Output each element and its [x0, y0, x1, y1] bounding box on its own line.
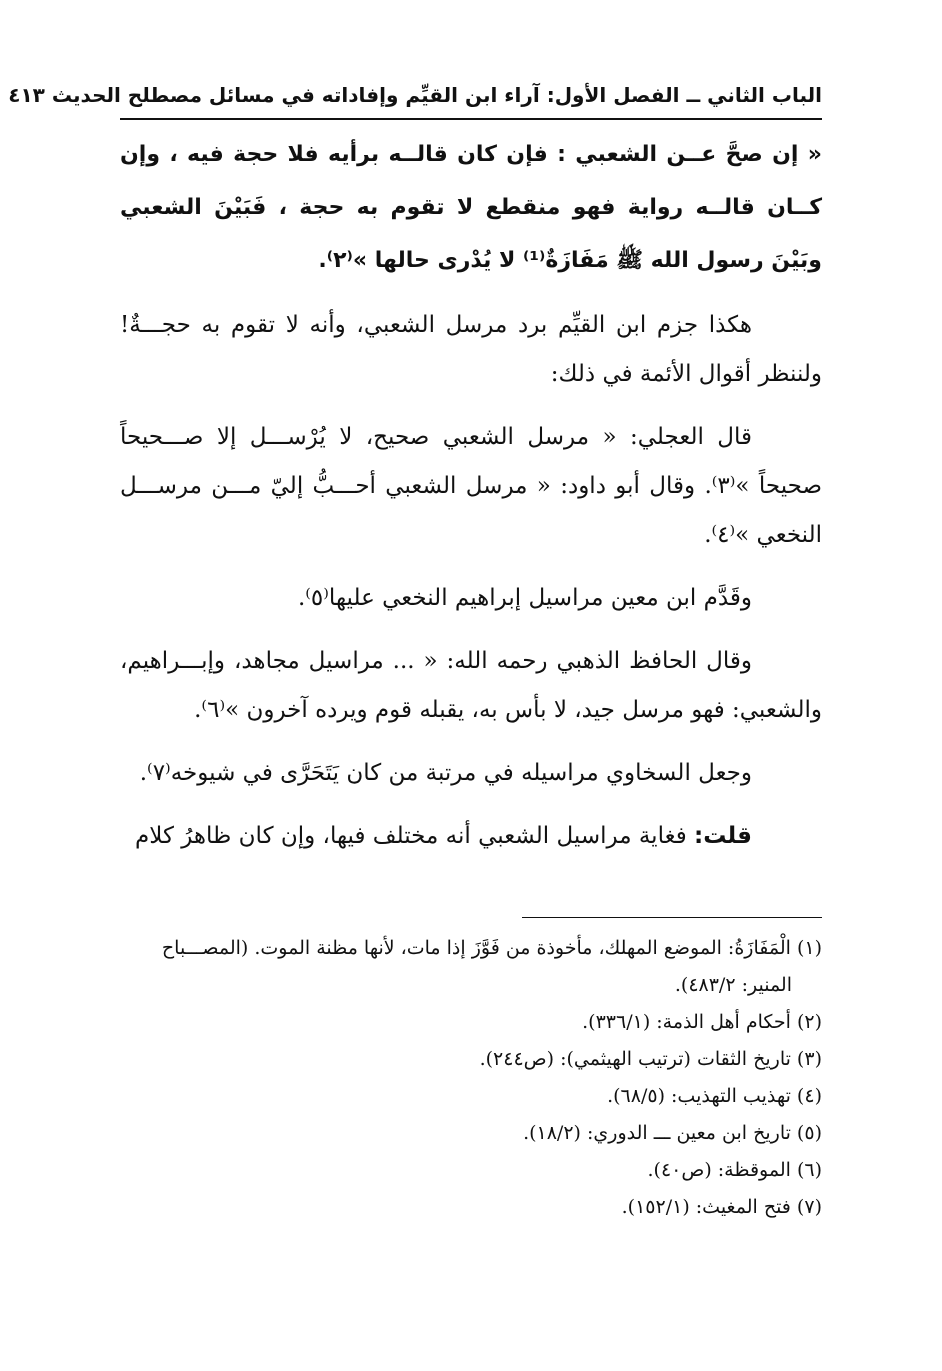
- running-title: الباب الثاني ــ الفصل الأول: آراء ابن القيِّم وإفاداته في مسائل مصطلح الحديث: [51, 83, 822, 107]
- quote-paragraph: « إن صحَّ عــن الشعبي : فإن كان قالــه برأيه فلا حجة فيه ، وإن كــان قالــه رواية فهو منقطع لا تقوم به حجة ، فَبَيْنَ الشعبي وبَيْنَ رسول الله ﷺ مَفَازَةٌ⁽¹⁾ لا يُدْرى حالها »⁽٢⁾.: [120, 142, 822, 273]
- paragraph-3: وقَدَّم ابن معين مراسيل إبراهيم النخعي عليها⁽٥⁾.: [297, 585, 752, 611]
- main-text: [120, 128, 822, 861]
- footnote-5: (٥) تاريخ ابن معين ـــ الدوري: (١٨/٢).: [523, 1122, 822, 1144]
- footnote-2: (٢) أحكام أهل الذمة: (٣٣٦/١).: [582, 1011, 822, 1033]
- footnote-4: (٤) تهذيب التهذيب: (٦٨/٥).: [607, 1085, 822, 1107]
- footnote-rule: [522, 917, 822, 918]
- page-number: ٤١٣: [8, 83, 45, 107]
- footnote-1: (١) الْمَفَازَةُ: الموضع المهلك، مأخوذة من فَوَّزَ إذا مات، لأنها مظنة الموت. (المصـــباح: [161, 937, 822, 959]
- qultu-label: قلت:: [694, 823, 752, 849]
- footnote-3: (٣) تاريخ الثقات (ترتيب الهيثمي): (ص٢٤٤).: [479, 1048, 822, 1070]
- running-header: [8, 78, 822, 112]
- footnote-1-cont: المنير: ٤٨٣/٢).: [674, 974, 792, 996]
- paragraph-2: قال العجلي: « مرسل الشعبي صحيح، لا يُرْســـل إلا صـــحيحاً صحيحاً »⁽٣⁾. وقال أبو داود: « مرسل الشعبي أحـــبُّ إليّ مـــن مرســـل النخعي »⁽٤⁾.: [120, 424, 823, 548]
- footnote-6: (٦) الموقظة: (ص٤٠).: [647, 1159, 822, 1181]
- paragraph-1: هكذا جزم ابن القيِّم برد مرسل الشعبي، وأنه لا تقوم به حجـــةٌ! ولننظر أقوال الأئمة في ذلك:: [120, 312, 822, 387]
- paragraph-5: وجعل السخاوي مراسيله في مرتبة من كان يَتَحَرَّى في شيوخه⁽٧⁾.: [139, 760, 752, 786]
- header-rule: [120, 118, 822, 120]
- footnote-7: (٧) فتح المغيث: (١٥٢/١).: [621, 1196, 822, 1218]
- footnotes: [120, 930, 822, 1226]
- paragraph-6-text: فغاية مراسيل الشعبي أنه مختلف فيها، وإن كان ظاهرُ كلام: [135, 823, 694, 849]
- paragraph-6: [120, 812, 822, 861]
- paragraph-4: وقال الحافظ الذهبي رحمه الله: « ... مراسيل مجاهد، وإبـــراهيم، والشعبي: فهو مرسل جيد، لا بأس به، يقبله قوم ويرده آخرون »⁽٦⁾.: [120, 648, 822, 723]
